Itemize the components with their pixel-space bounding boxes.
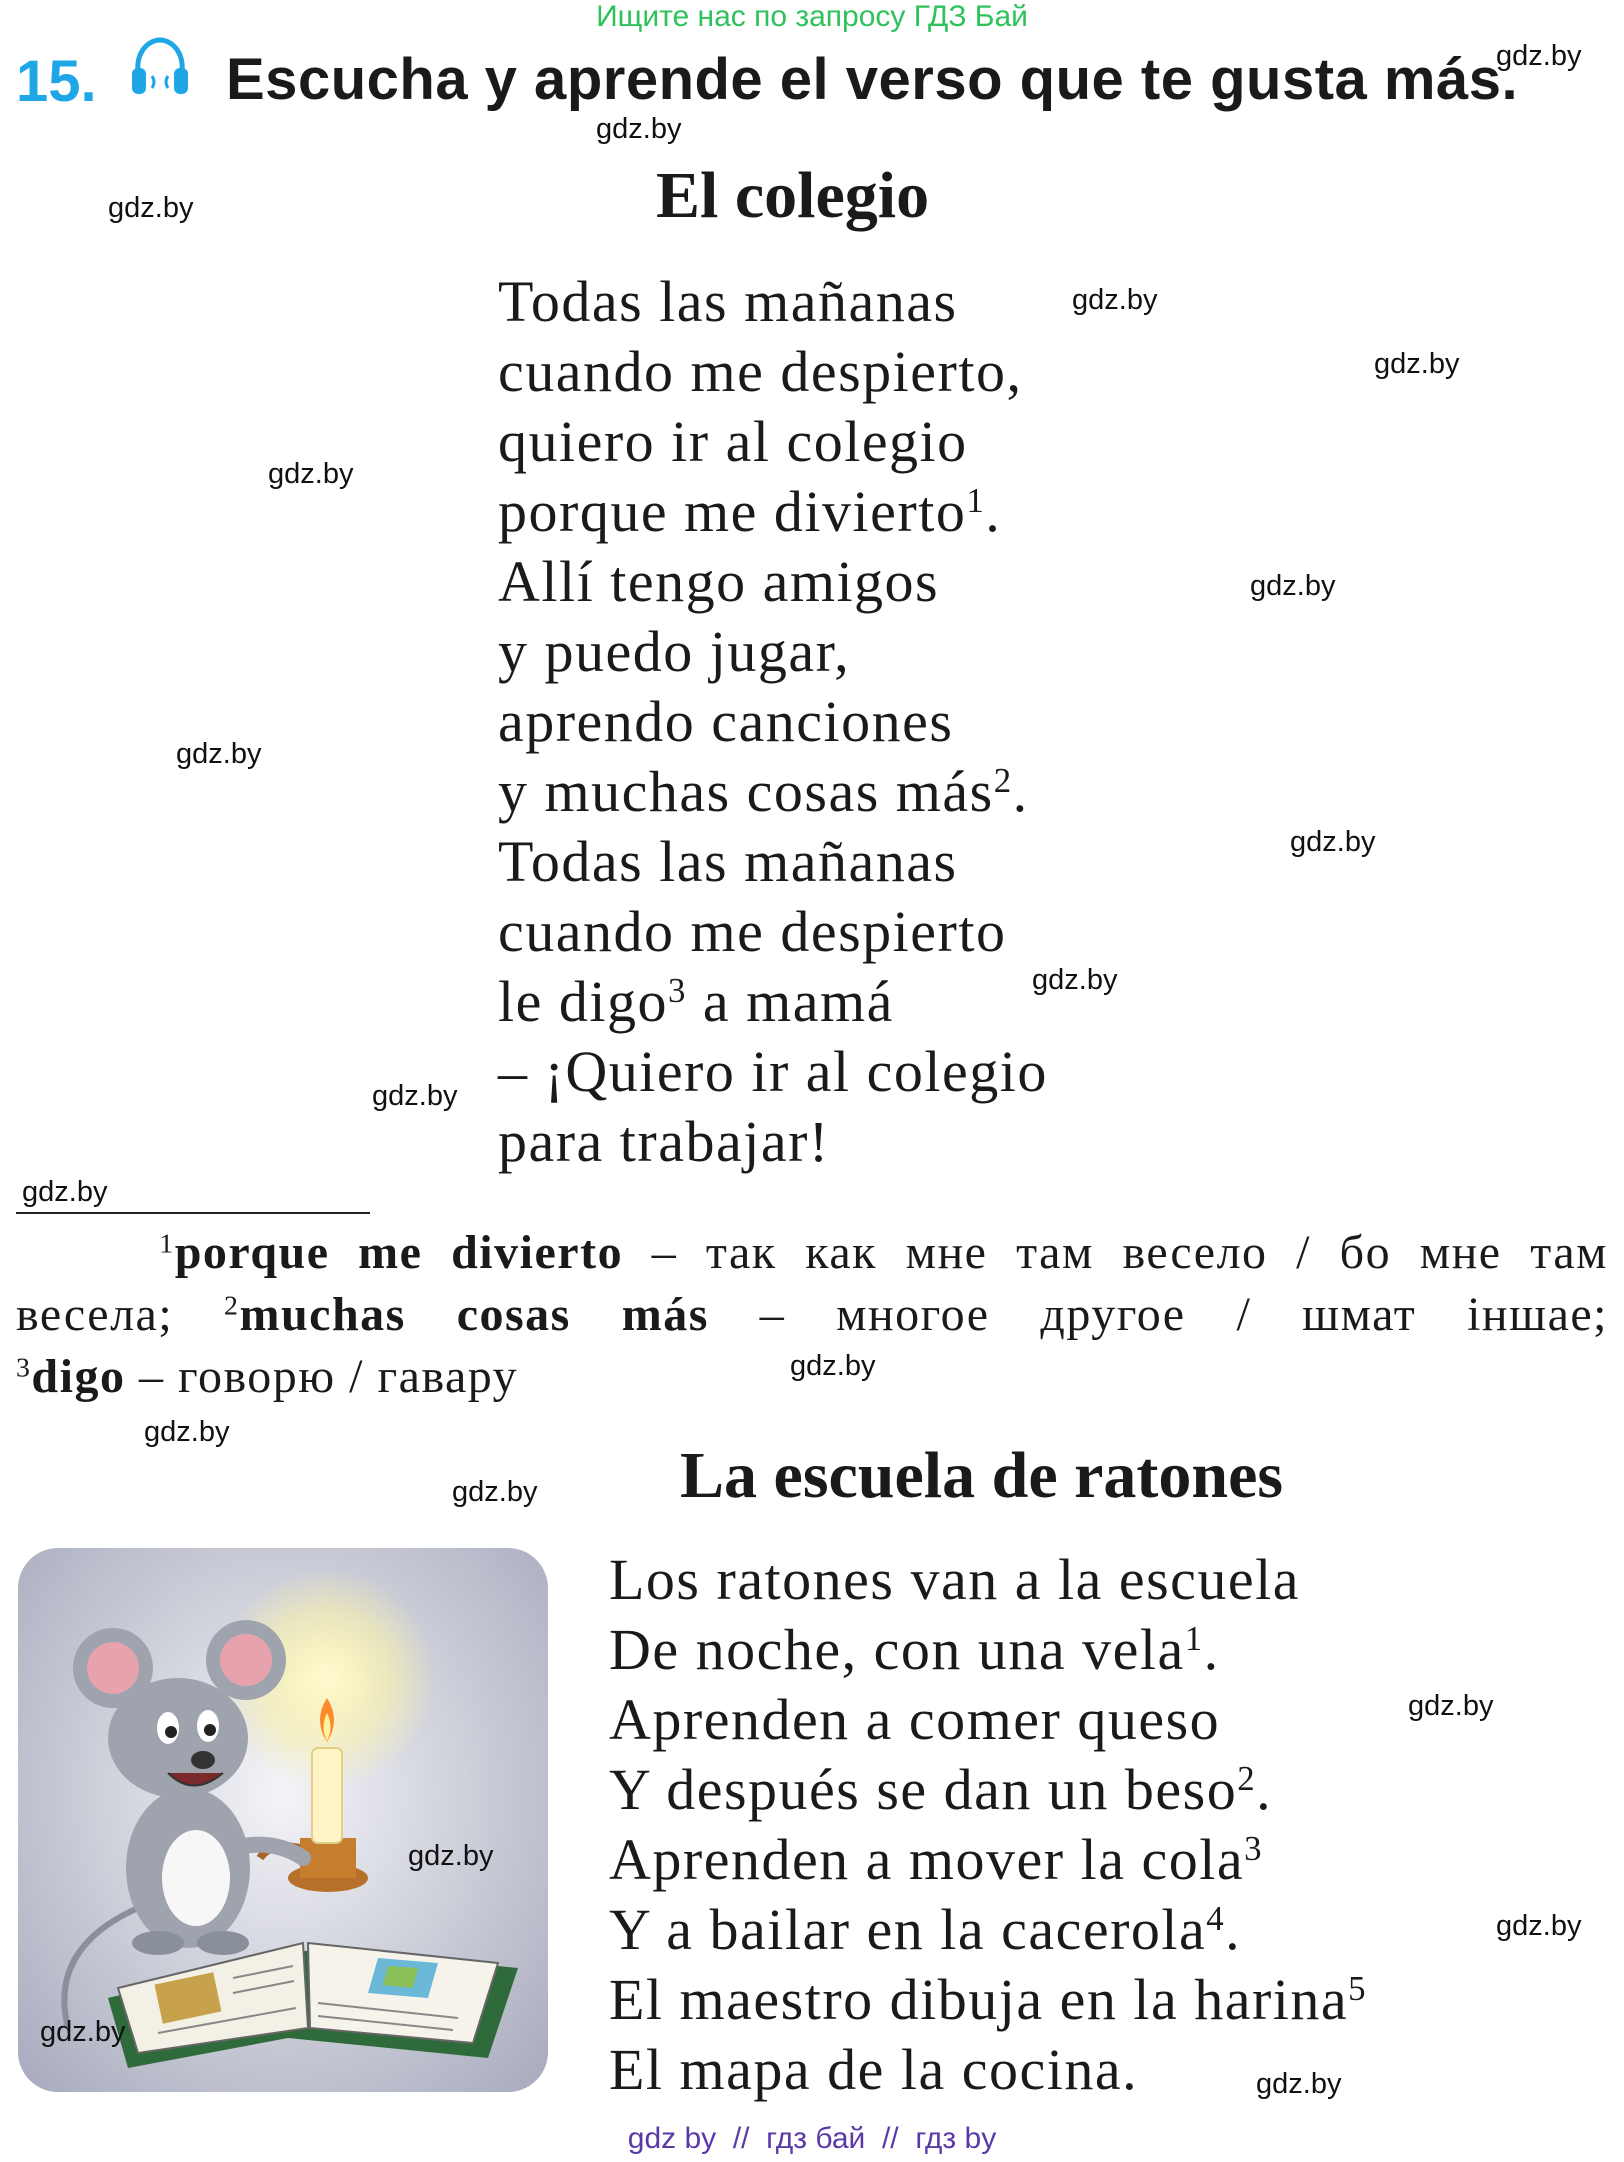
watermark: gdz.by [176, 738, 262, 770]
watermark: gdz.by [1072, 284, 1158, 316]
poem-line: El maestro dibuja en la harina$^5$ [609, 1967, 1368, 2032]
poem-line: cuando me despierto [498, 899, 1007, 964]
poem-line: Aprenden a comer queso [609, 1687, 1221, 1752]
poem-title-la-escuela-de-ratones: La escuela de ratones [680, 1439, 1284, 1512]
exercise-title: Escucha y aprende el verso que te gusta más. [226, 47, 1519, 112]
search-hint: Ищите нас по запросу ГДЗ Бай [596, 0, 1028, 33]
poem-title-el-colegio: El colegio [656, 159, 930, 232]
poem-line: Todas las mañanas [498, 269, 958, 334]
poem-line: aprendo canciones [498, 689, 954, 754]
poem-line: Y a bailar en la cacerola$^4$. [609, 1897, 1242, 1962]
footnote-line: $^1$porque me divierto – так как мне там весело / бо мне там [159, 1226, 1609, 1279]
poem-line: y muchas cosas más$^2$. [498, 759, 1029, 824]
watermark: gdz.by [1496, 40, 1582, 72]
poem-el-colegio [498, 267, 1048, 1177]
poem-line: Los ratones van a la escuela [609, 1547, 1300, 1612]
bottom-links: gdz by // гдз бай // гдз by [627, 2122, 997, 2155]
watermark: gdz.by [372, 1080, 458, 1112]
watermark: gdz.by [408, 1840, 494, 1872]
headphones-icon [128, 36, 192, 102]
watermark: gdz.by [1408, 1690, 1494, 1722]
watermark: gdz.by [790, 1350, 876, 1382]
poem-line: – ¡Quiero ir al colegio [498, 1039, 1048, 1104]
poem-line: Todas las mañanas [498, 829, 958, 894]
footnote-line: весела; $^2$muchas cosas más – многое другое / шмат іншае; [16, 1288, 1609, 1341]
poem-line: Aprenden a mover la cola$^3$ [609, 1827, 1263, 1892]
poem-line: cuando me despierto, [498, 339, 1023, 404]
watermark: gdz.by [144, 1416, 230, 1448]
poem-line: le digo$^3$ a mamá [498, 969, 894, 1034]
watermark: gdz.by [596, 113, 682, 145]
poem-line: Y después se dan un beso$^2$. [609, 1757, 1273, 1822]
poem-line: para trabajar! [498, 1109, 830, 1174]
footnote-line: $^3$digo – говорю / гавару [16, 1350, 519, 1403]
poem-line: quiero ir al colegio [498, 409, 968, 474]
watermark: gdz.by [40, 2016, 126, 2048]
watermark: gdz.by [1496, 1910, 1582, 1942]
watermark: gdz.by [1032, 964, 1118, 996]
watermark: gdz.by [1250, 570, 1336, 602]
watermark: gdz.by [1374, 348, 1460, 380]
watermark: gdz.by [452, 1476, 538, 1508]
mouse-with-candle-and-book-illustration [18, 1548, 548, 2092]
watermark: gdz.by [268, 458, 354, 490]
poem-line: Allí tengo amigos [498, 549, 940, 614]
watermark: gdz.by [108, 192, 194, 224]
poem-line: y puedo jugar, [498, 619, 851, 684]
watermark: gdz.by [1256, 2068, 1342, 2100]
watermark: gdz.by [1290, 826, 1376, 858]
poem-line: De noche, con una vela$^1$. [609, 1617, 1220, 1682]
poem-line: El mapa de la cocina. [609, 2037, 1139, 2102]
poem-la-escuela-de-ratones [609, 1545, 1367, 2105]
watermark: gdz.by [22, 1176, 108, 1208]
exercise-number: 15. [16, 49, 97, 114]
footnote-divider [16, 1212, 370, 1214]
poem-line: porque me divierto$^1$. [498, 479, 1002, 544]
